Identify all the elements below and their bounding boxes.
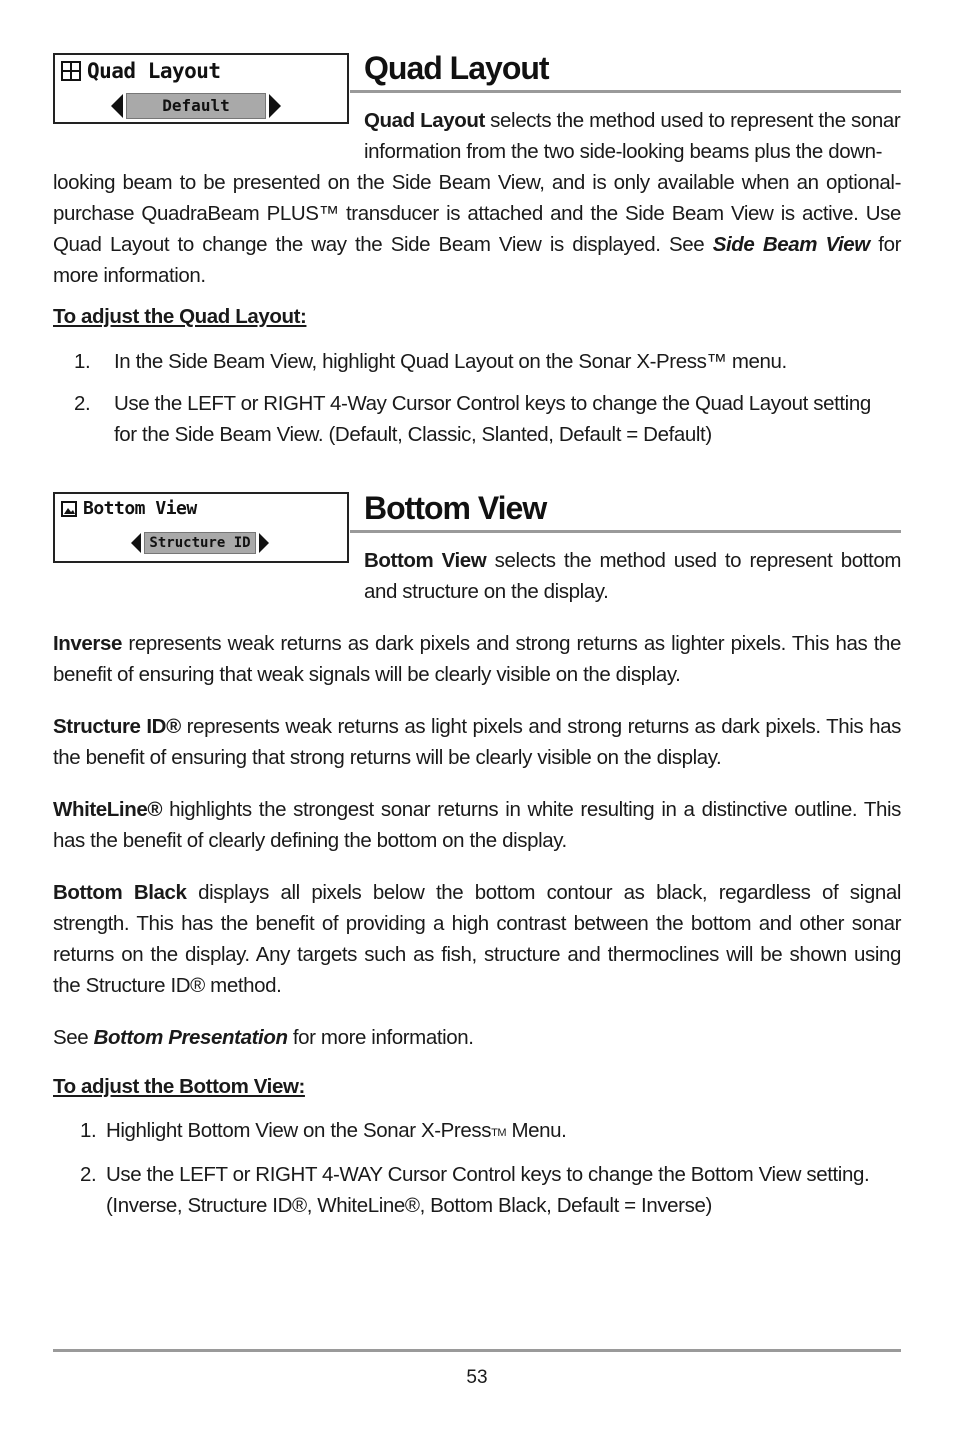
step-number: 1. bbox=[74, 350, 91, 373]
see-bottom-presentation bbox=[53, 1022, 901, 1053]
step-text bbox=[106, 1115, 566, 1146]
quad-grid-icon bbox=[61, 61, 81, 81]
quad-layout-para-text: looking beam to be presented on the Side Beam View, and is only available when an optional-purchase QuadraBeam PLUS™ transducer is attached and the Side Beam View is active. Use Quad Layout to change the way the Side Beam View is displayed. See bbox=[53, 171, 901, 256]
quad-layout-value: Default bbox=[126, 93, 266, 119]
step-number: 2. bbox=[80, 1163, 97, 1186]
option-label: Structure ID® bbox=[53, 715, 181, 738]
quad-layout-selector[interactable] bbox=[111, 93, 281, 119]
step-text: In the Side Beam View, highlight Quad Layout on the Sonar X-Press™ menu. bbox=[114, 350, 787, 373]
option-inverse bbox=[53, 628, 901, 690]
arrow-right-icon[interactable] bbox=[269, 94, 281, 118]
option-bottom-black bbox=[53, 877, 901, 1001]
step-text-line1: Use the LEFT or RIGHT 4-WAY Cursor Control keys to change the Bottom View setting. bbox=[106, 1163, 870, 1186]
see-text-end: for more information. bbox=[287, 1026, 474, 1049]
bottom-view-intro bbox=[364, 545, 901, 607]
option-label: WhiteLine® bbox=[53, 798, 163, 821]
arrow-right-icon[interactable] bbox=[259, 533, 269, 553]
quad-layout-intro-bold: Quad Layout bbox=[364, 109, 485, 132]
quad-layout-heading: Quad Layout bbox=[364, 50, 549, 86]
quad-layout-intro-line1 bbox=[364, 105, 901, 136]
bottom-view-intro-text: selects the method used to represent bottom and structure on the display. bbox=[364, 549, 901, 603]
quad-layout-menu-title bbox=[61, 59, 221, 83]
bottom-view-value: Structure ID bbox=[144, 532, 256, 554]
trademark-mark: TM bbox=[491, 1127, 507, 1139]
bottom-presentation-reference: Bottom Presentation bbox=[93, 1026, 288, 1049]
quad-layout-subheading: To adjust the Quad Layout: bbox=[53, 305, 307, 328]
quad-layout-menu-label: Quad Layout bbox=[87, 59, 221, 83]
quad-layout-heading-rule bbox=[350, 90, 901, 93]
quad-layout-menu-box bbox=[53, 53, 349, 124]
quad-layout-intro-line2: information from the two side-looking beams plus the down- bbox=[364, 140, 883, 163]
step-text-line1: Use the LEFT or RIGHT 4-Way Cursor Control keys to change the Quad Layout setting bbox=[114, 392, 871, 415]
step-text-line2: (Inverse, Structure ID®, WhiteLine®, Bottom Black, Default = Inverse) bbox=[106, 1194, 712, 1217]
quad-layout-para-end: for more information. bbox=[53, 233, 901, 287]
footer-rule bbox=[53, 1349, 901, 1352]
step-text-main: Highlight Bottom View on the Sonar X-Press bbox=[106, 1119, 492, 1142]
bottom-view-subheading: To adjust the Bottom View: bbox=[53, 1075, 305, 1098]
bottom-view-menu-label: Bottom View bbox=[83, 498, 197, 519]
arrow-left-icon[interactable] bbox=[131, 533, 141, 553]
quad-layout-paragraph bbox=[53, 167, 901, 291]
bottom-view-intro-bold: Bottom View bbox=[364, 549, 487, 572]
bottom-view-menu-box bbox=[53, 492, 349, 563]
step-text-end: Menu. bbox=[506, 1119, 567, 1142]
bottom-view-selector[interactable] bbox=[131, 532, 269, 554]
option-description: represents weak returns as light pixels and strong returns as dark pixels. This has the benefit of ensuring that strong returns will be clearly visible on the display. bbox=[53, 715, 901, 769]
option-structure-id bbox=[53, 711, 901, 773]
bottom-view-menu-title bbox=[61, 498, 197, 519]
option-whiteline bbox=[53, 794, 901, 856]
side-beam-view-reference: Side Beam View bbox=[712, 233, 870, 256]
option-description: represents weak returns as dark pixels and strong returns as lighter pixels. This has the benefit of ensuring that weak signals will be clearly visible on the display. bbox=[53, 632, 901, 686]
option-description: displays all pixels below the bottom contour as black, regardless of signal strength. This has the benefit of providing a high contrast between the bottom and other sonar returns on the display. Any targets such as fish, structure and thermoclines will be shown using the Structure ID® method. bbox=[53, 881, 901, 997]
option-description: highlights the strongest sonar returns in white resulting in a distinctive outline. This has the benefit of clearly defining the bottom on the display. bbox=[53, 798, 901, 852]
bottom-view-heading-rule bbox=[350, 530, 901, 533]
step-text-line2: for the Side Beam View. (Default, Classic, Slanted, Default = Default) bbox=[114, 423, 712, 446]
step-number: 2. bbox=[74, 392, 91, 415]
page-number: 53 bbox=[466, 1367, 488, 1388]
step-number: 1. bbox=[80, 1119, 97, 1142]
quad-layout-intro-text: selects the method used to represent the sonar bbox=[484, 109, 901, 132]
see-text: See bbox=[53, 1026, 94, 1049]
image-icon bbox=[61, 501, 77, 517]
arrow-left-icon[interactable] bbox=[111, 94, 123, 118]
bottom-view-heading: Bottom View bbox=[364, 490, 547, 526]
option-label: Bottom Black bbox=[53, 881, 187, 904]
option-label: Inverse bbox=[53, 632, 123, 655]
